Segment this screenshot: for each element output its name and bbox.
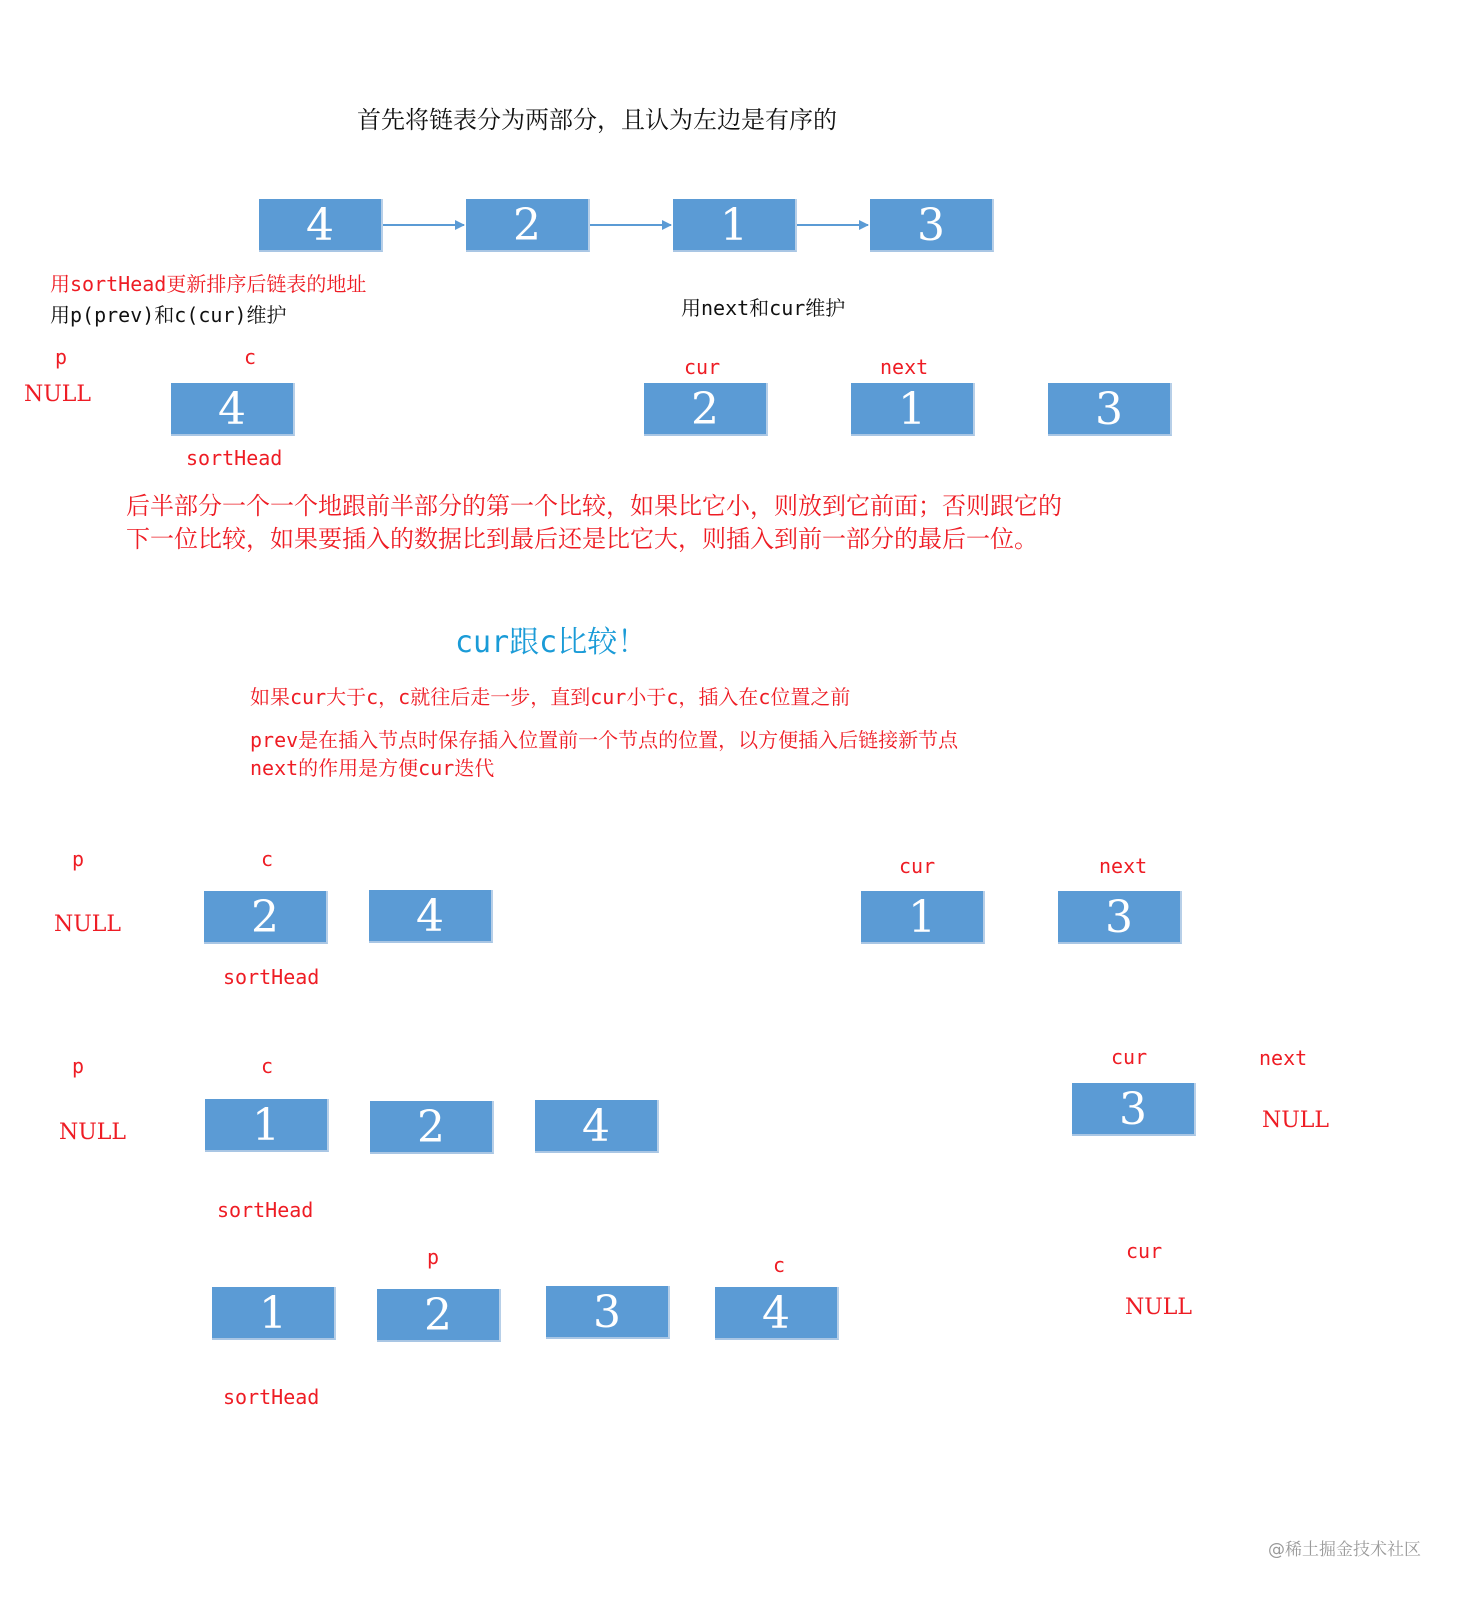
stage2-label-p: p	[72, 847, 85, 871]
stage3-sorted-node-4: 4	[535, 1100, 659, 1153]
stage1-label-null: NULL	[24, 382, 92, 407]
stage3-label-c: c	[261, 1054, 274, 1078]
note-step-rule: 如果cur大于c，c就往后走一步，直到cur小于c，插入在c位置之前	[250, 685, 851, 709]
note-maintain-pc: 用p(prev)和c(cur)维护	[50, 303, 287, 327]
stage1-sorted-node: 4	[171, 383, 295, 436]
stage4-sorted-node-2: 2	[377, 1289, 501, 1342]
note-compare-rule-line1: 后半部分一个一个地跟前半部分的第一个比较，如果比它小，则放到它前面；否则跟它的	[126, 492, 1062, 520]
stage4-label-c: c	[773, 1253, 786, 1277]
note-next-role: next的作用是方便cur迭代	[250, 756, 495, 780]
stage2-label-cur: cur	[899, 854, 936, 878]
stage4-label-sorthead: sortHead	[223, 1385, 320, 1409]
stage2-sorted-node-4: 4	[369, 890, 493, 943]
stage4-label-cur: cur	[1126, 1239, 1163, 1263]
stage2-unsorted-node-1: 1	[861, 891, 985, 944]
stage3-label-p: p	[72, 1054, 85, 1078]
stage2-label-sorthead: sortHead	[223, 965, 320, 989]
compare-heading: cur跟c比较！	[455, 625, 648, 660]
stage4-sorted-node-4: 4	[715, 1287, 839, 1340]
stage2-label-null: NULL	[54, 912, 122, 937]
stage3-label-sorthead: sortHead	[217, 1198, 314, 1222]
list-node-4: 4	[259, 199, 383, 252]
list-node-3: 3	[870, 199, 994, 252]
stage1-label-cur: cur	[684, 355, 721, 379]
stage3-label-null: NULL	[59, 1120, 127, 1145]
stage3-unsorted-node-3: 3	[1072, 1083, 1196, 1136]
stage2-label-c: c	[261, 847, 274, 871]
note-compare-rule-line2: 下一位比较，如果要插入的数据比到最后还是比它大，则插入到前一部分的最后一位。	[126, 525, 1038, 553]
watermark: @稀土掘金技术社区	[1268, 1540, 1421, 1560]
note-maintain-next-cur: 用next和cur维护	[681, 296, 846, 320]
stage1-unsorted-node-3: 3	[1048, 383, 1172, 436]
stage3-label-next: next	[1259, 1046, 1308, 1070]
stage2-sorted-node-2: 2	[204, 891, 328, 944]
stage1-label-sorthead: sortHead	[186, 446, 283, 470]
stage1-unsorted-node-1: 1	[851, 383, 975, 436]
stage2-label-next: next	[1099, 854, 1148, 878]
stage3-sorted-node-1: 1	[205, 1099, 329, 1152]
stage1-label-c: c	[244, 345, 257, 369]
stage4-label-p: p	[427, 1245, 440, 1269]
stage2-unsorted-node-3: 3	[1058, 891, 1182, 944]
list-node-2: 2	[466, 199, 590, 252]
note-sorthead-update: 用sortHead更新排序后链表的地址	[50, 272, 367, 296]
stage4-label-null-cur: NULL	[1125, 1295, 1193, 1320]
note-prev-role: prev是在插入节点时保存插入位置前一个节点的位置，以方便插入后链接新节点	[250, 728, 959, 752]
stage1-unsorted-node-2: 2	[644, 383, 768, 436]
stage1-label-p: p	[55, 345, 68, 369]
stage4-sorted-node-1: 1	[212, 1287, 336, 1340]
stage1-label-next: next	[880, 355, 929, 379]
stage3-sorted-node-2: 2	[370, 1101, 494, 1154]
list-node-1: 1	[673, 199, 797, 252]
stage3-label-null-next: NULL	[1262, 1108, 1330, 1133]
stage3-label-cur: cur	[1111, 1045, 1148, 1069]
diagram-title: 首先将链表分为两部分，且认为左边是有序的	[357, 106, 837, 134]
stage4-sorted-node-3: 3	[546, 1286, 670, 1339]
